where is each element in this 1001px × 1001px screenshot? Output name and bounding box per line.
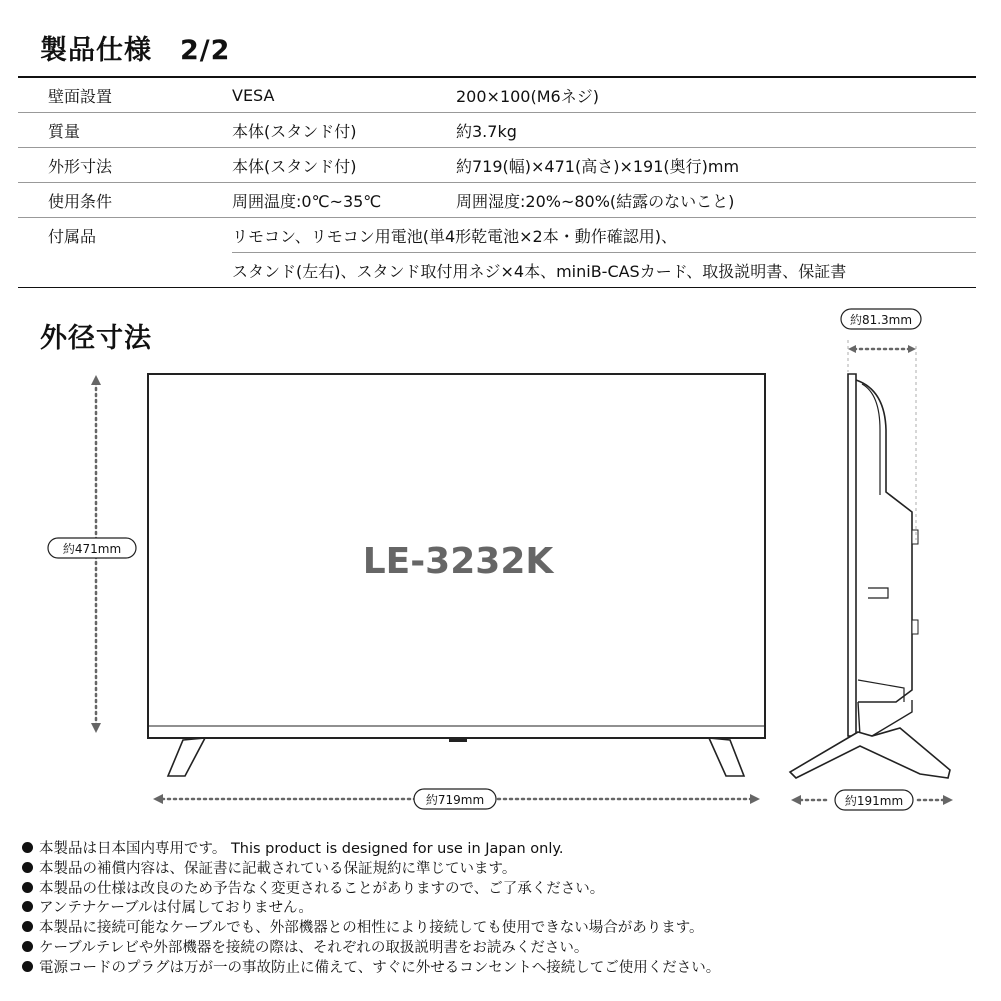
spec-page-number: 2/2 <box>180 35 231 66</box>
note-item: ケーブルテレビや外部機器を接続の際は、それぞれの取扱説明書をお読みください。 <box>22 939 720 959</box>
spec-value: 周囲湿度:20%~80%(結露のないこと) <box>456 183 976 218</box>
spec-item: 周囲温度:0℃~35℃ <box>232 183 456 218</box>
dimensions-title: 外径寸法 <box>40 323 152 354</box>
spec-item: 本体(スタンド付) <box>232 148 456 183</box>
right-stand <box>709 738 744 776</box>
bullet-icon <box>22 961 33 972</box>
bullet-icon <box>22 941 33 952</box>
tv-center-logo <box>449 738 467 742</box>
bullet-icon <box>22 882 33 893</box>
height-label: 約471mm <box>62 542 122 556</box>
note-item: 本製品は日本国内専用です。 This product is designed for use in Japan only. <box>22 840 720 860</box>
depth-label: 約191mm <box>844 794 904 808</box>
side-stand <box>790 728 950 778</box>
spec-value: 200×100(M6ネジ) <box>456 77 976 113</box>
spec-label: 壁面設置 <box>18 77 232 113</box>
thickness-label: 約81.3mm <box>849 313 913 327</box>
depth-dimension <box>791 790 953 810</box>
spec-item: 本体(スタンド付) <box>232 113 456 148</box>
bullet-icon <box>22 921 33 932</box>
note-item: 電源コードのプラグは万が一の事故防止に備えて、すぐに外せるコンセントへ接続してご使用ください。 <box>22 959 720 979</box>
left-stand <box>168 738 205 776</box>
spec-label: 質量 <box>18 113 232 148</box>
tv-front-view <box>148 374 765 776</box>
notes-list <box>22 840 720 979</box>
width-dimension <box>153 789 760 809</box>
spec-value: 約3.7kg <box>456 113 976 148</box>
tv-side-view <box>790 346 950 778</box>
bullet-icon <box>22 862 33 873</box>
model-name: LE-3232K <box>362 541 554 582</box>
note-item: 本製品の補償内容は、保証書に記載されている保証規約に準じています。 <box>22 860 720 880</box>
note-item: 本製品の仕様は改良のため予告なく変更されることがありますので、ご了承ください。 <box>22 880 720 900</box>
accessories-line-1: リモコン、リモコン用電池(単4形乾電池×2本・動作確認用)、 <box>232 218 976 253</box>
note-item: アンテナケーブルは付属しておりません。 <box>22 899 720 919</box>
spec-label: 外形寸法 <box>18 148 232 183</box>
width-label: 約719mm <box>425 793 485 807</box>
height-dimension <box>48 375 136 733</box>
bullet-icon <box>22 842 33 853</box>
spec-label: 使用条件 <box>18 183 232 218</box>
accessories-line-2: スタンド(左右)、スタンド取付用ネジ×4本、miniB-CASカード、取扱説明書、保証書 <box>232 261 847 281</box>
bullet-icon <box>22 901 33 912</box>
spec-item: VESA <box>232 77 456 113</box>
note-item: 本製品に接続可能なケーブルでも、外部機器との相性により接続しても使用できない場合があります。 <box>22 919 720 939</box>
spec-title-label: 製品仕様 <box>40 35 152 66</box>
spec-label: 付属品 <box>48 226 97 246</box>
spec-value: 約719(幅)×471(高さ)×191(奥行)mm <box>456 148 976 183</box>
thickness-dimension <box>841 309 921 372</box>
